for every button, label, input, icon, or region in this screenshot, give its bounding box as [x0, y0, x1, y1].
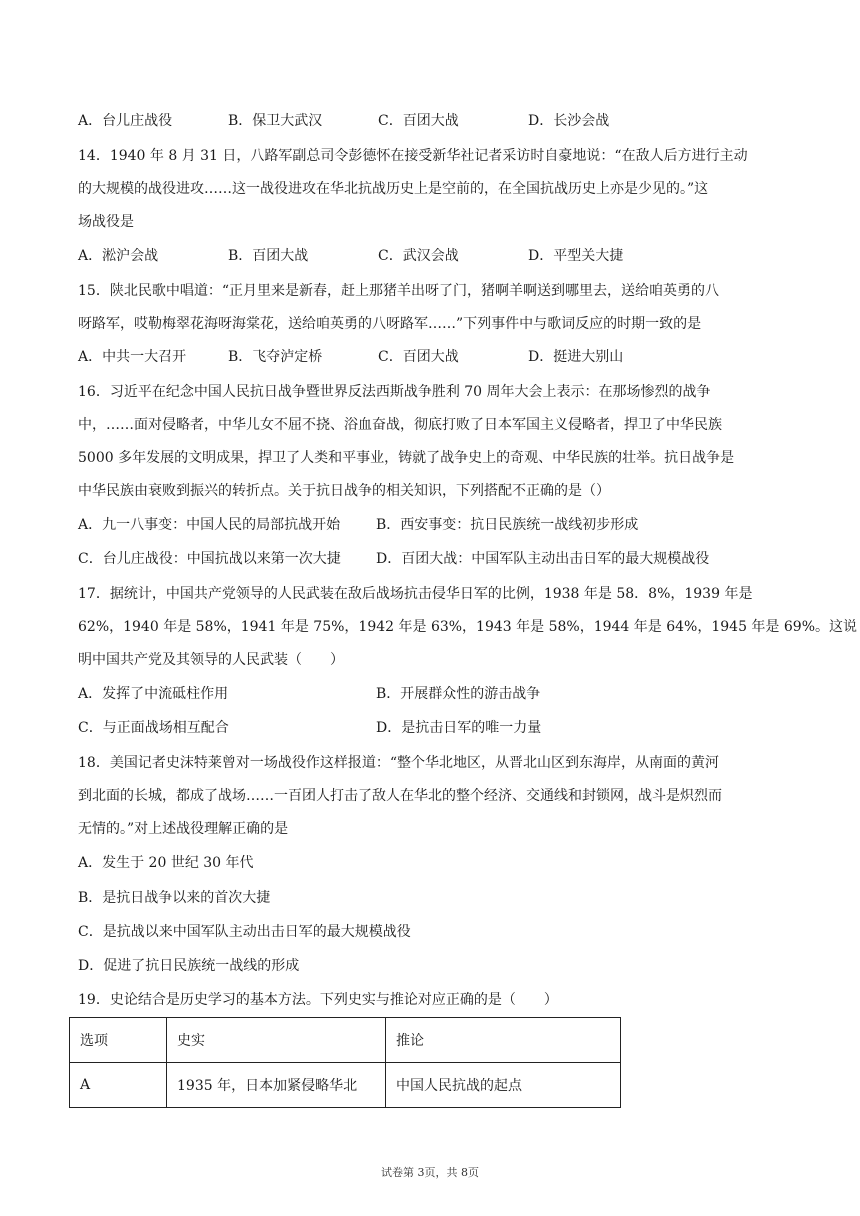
q16-stem-line-3: 5000 多年发展的文明成果，捍卫了人类和平事业，铸就了战争史上的奇观、中华民族的壮举。抗日战争是 — [78, 450, 735, 466]
q19-table — [69, 1017, 621, 1108]
q13-option-c: C．百团大战 — [378, 113, 459, 129]
table-header-row — [70, 1018, 621, 1063]
q14-stem-line-3: 场战役是 — [78, 214, 134, 230]
table-cell: 1935 年，日本加紧侵略华北 — [167, 1063, 386, 1108]
q17-stem-line-3: 明中国共产党及其领导的人民武装（ ） — [78, 652, 344, 668]
q15-option-a: A．中共一大召开 — [78, 349, 187, 365]
q16-option-b: B．西安事变：抗日民族统一战线初步形成 — [376, 517, 639, 533]
q15-option-b: B．飞夺泸定桥 — [228, 349, 323, 365]
q13-option-d: D．长沙会战 — [528, 113, 610, 129]
q17-options-row-1 — [78, 684, 798, 704]
table-cell: 中国人民抗战的起点 — [386, 1063, 621, 1108]
q16-option-d: D．百团大战：中国军队主动出击日军的最大规模战役 — [376, 551, 710, 567]
q14-option-a: A．淞沪会战 — [78, 248, 159, 264]
q19-stem: 19．史论结合是历史学习的基本方法。下列史实与推论对应正确的是（ ） — [78, 992, 558, 1008]
q15-option-d: D．挺进大别山 — [528, 349, 624, 365]
q17-options-row-2 — [78, 718, 798, 738]
q16-stem-line-2: 中，……面对侵略者，中华儿女不屈不挠、浴血奋战，彻底打败了日本军国主义侵略者，捍卫了中华民族 — [78, 417, 722, 433]
q13-option-b: B．保卫大武汉 — [228, 113, 323, 129]
q17-option-c: C．与正面战场相互配合 — [78, 720, 229, 736]
q13-options — [78, 111, 798, 131]
q16-option-c: C．台儿庄战役：中国抗战以来第一次大捷 — [78, 551, 341, 567]
table-row — [70, 1063, 621, 1108]
q18-stem-line-3: 无情的。”对上述战役理解正确的是 — [78, 821, 289, 837]
q18-option-a: A．发生于 20 世纪 30 年代 — [78, 855, 254, 871]
table-header-cell: 选项 — [70, 1018, 167, 1063]
q14-option-d: D．平型关大捷 — [528, 248, 624, 264]
q17-stem-line-2: 62%，1940 年是 58%，1941 年是 75%，1942 年是 63%，1943 年是 58%，1944 年是 64%，1945 年是 69%。这说 — [78, 619, 857, 635]
q15-option-c: C．百团大战 — [378, 349, 459, 365]
table-header-cell: 推论 — [386, 1018, 621, 1063]
q18-stem-line-1: 18．美国记者史沫特莱曾对一场战役作这样报道：“整个华北地区，从晋北山区到东海岸，从南面的黄河 — [78, 755, 719, 771]
q15-stem-line-2: 呀路军，哎勒梅翠花海呀海棠花，送给咱英勇的八呀路军……”下列事件中与歌词反应的时期一致的是 — [78, 316, 702, 332]
q18-stem-line-2: 到北面的长城，都成了战场……一百团人打击了敌人在华北的整个经济、交通线和封锁网，战斗是炽烈而 — [78, 788, 722, 804]
q18-option-c: C．是抗战以来中国军队主动出击日军的最大规模战役 — [78, 924, 411, 940]
q17-option-a: A．发挥了中流砥柱作用 — [78, 686, 229, 702]
page-footer: 试卷第 3页，共 8页 — [381, 1166, 479, 1179]
q14-option-c: C．武汉会战 — [378, 248, 459, 264]
q15-stem-line-1: 15．陕北民歌中唱道：“正月里来是新春，赶上那猪羊出呀了门，猪啊羊啊送到哪里去，送给咱英勇的八 — [78, 283, 719, 299]
table-cell: A — [70, 1063, 167, 1108]
q14-option-b: B．百团大战 — [228, 248, 309, 264]
table-header-cell: 史实 — [167, 1018, 386, 1063]
q17-option-b: B．开展群众性的游击战争 — [376, 686, 541, 702]
q14-stem-line-2: 的大规模的战役进攻……这一战役进攻在华北抗战历史上是空前的，在全国抗战历史上亦是少见的。”这 — [78, 181, 709, 197]
q16-stem-line-4: 中华民族由衰败到振兴的转折点。关于抗日战争的相关知识，下列搭配不正确的是（） — [78, 483, 610, 499]
q14-stem-line-1: 14．1940 年 8 月 31 日，八路军副总司令彭德怀在接受新华社记者采访时自豪地说：“在敌人后方进行主动 — [78, 148, 748, 164]
q18-option-d: D．促进了抗日民族统一战线的形成 — [78, 958, 300, 974]
q13-option-a: A．台儿庄战役 — [78, 113, 173, 129]
q16-options-row-2 — [78, 549, 798, 569]
q16-stem-line-1: 16．习近平在纪念中国人民抗日战争暨世界反法西斯战争胜利 70 周年大会上表示：在那场惨烈的战争 — [78, 384, 711, 400]
q18-option-b: B．是抗日战争以来的首次大捷 — [78, 890, 271, 906]
q16-option-a: A．九一八事变：中国人民的局部抗战开始 — [78, 517, 341, 533]
q17-stem-line-1: 17．据统计，中国共产党领导的人民武装在敌后战场抗击侵华日军的比例，1938 年是 58．8%，1939 年是 — [78, 586, 753, 602]
q15-options — [78, 347, 798, 367]
q17-option-d: D．是抗击日军的唯一力量 — [376, 720, 542, 736]
q14-options — [78, 246, 798, 266]
q16-options-row-1 — [78, 515, 798, 535]
